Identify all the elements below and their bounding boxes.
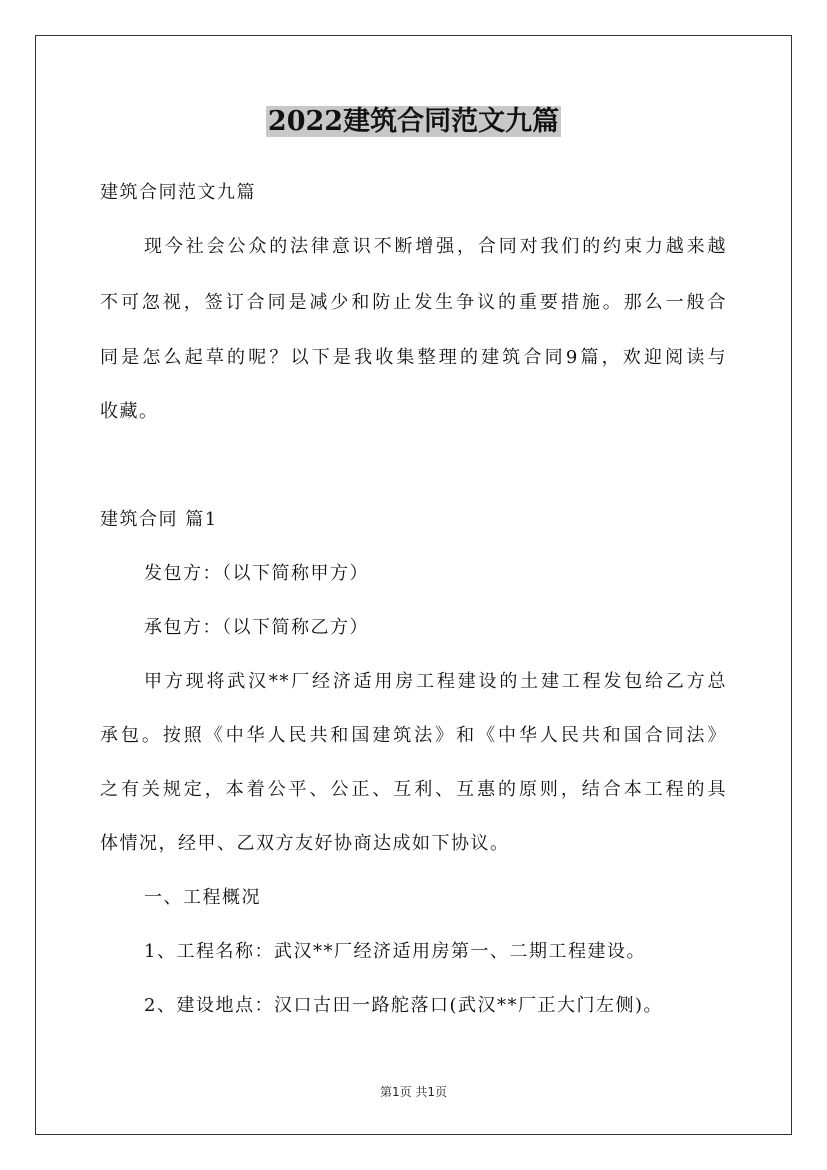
page-footer: 第1页 共1页 [379,1085,448,1099]
document-title-text: 2022建筑合同范文九篇 [267,106,560,137]
intro-line-3: 同是怎么起草的呢？以下是我收集整理的建筑合同9篇，欢迎阅读与 [100,347,727,368]
body-line-4: 体情况，经甲、乙双方友好协商达成如下协议。 [100,833,510,854]
body-line-3: 之有关规定，本着公平、公正、互利、互惠的原则，结合本工程的具 [100,779,727,800]
section-heading: 建筑合同 篇1 [100,509,218,530]
body-line-2: 承包。按照《中华人民共和国建筑法》和《中华人民共和国合同法》 [100,725,727,746]
clause-item-1: 1、工程名称：武汉**厂经济适用房第一、二期工程建设。 [144,941,646,962]
clause-heading: 一、工程概况 [144,887,261,908]
party-b-line: 承包方：（以下简称乙方） [144,617,369,638]
document-title [0,102,827,142]
intro-line-4: 收藏。 [100,401,159,422]
intro-line-1: 现今社会公众的法律意识不断增强，合同对我们的约束力越来越 [144,236,727,257]
intro-line-2: 不可忽视，签订合同是减少和防止发生争议的重要措施。那么一般合 [100,292,727,313]
party-a-line: 发包方：（以下简称甲方） [144,563,369,584]
clause-item-2: 2、建设地点：汉口古田一路舵落口(武汉**厂正大门左侧)。 [144,995,663,1016]
body-line-1: 甲方现将武汉**厂经济适用房工程建设的土建工程发包给乙方总 [144,671,727,692]
document-subtitle: 建筑合同范文九篇 [100,182,256,203]
